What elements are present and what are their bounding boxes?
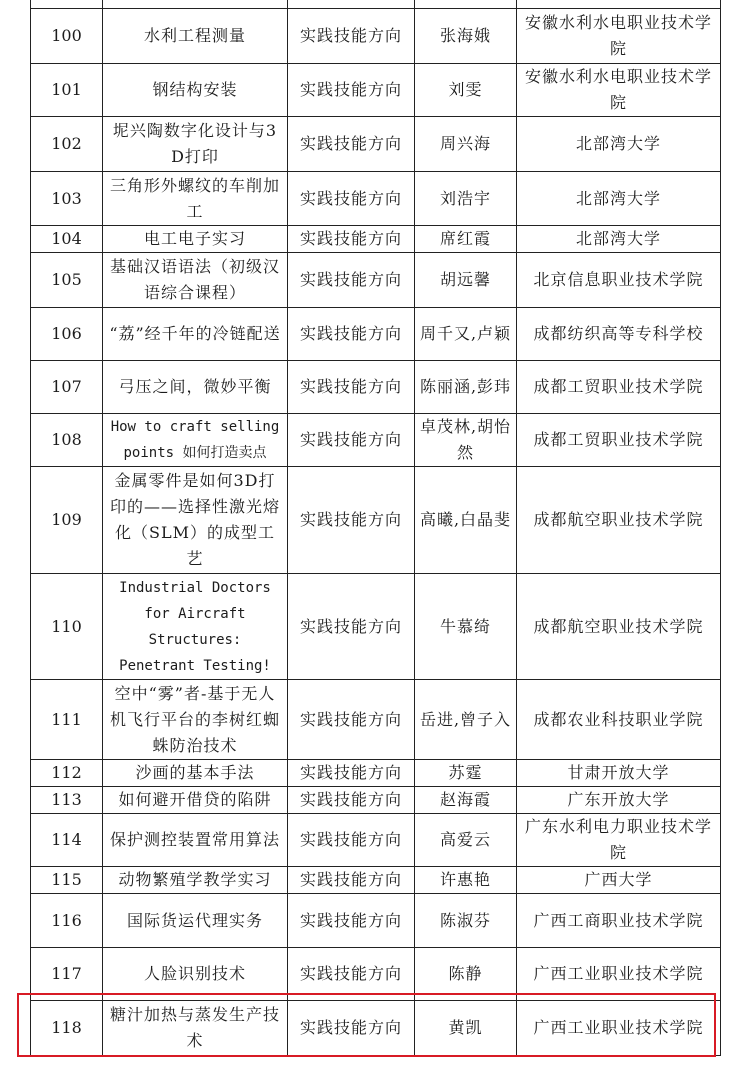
course-name: 坭兴陶数字化设计与3D打印 <box>103 117 288 172</box>
course-name: 钢结构安装 <box>103 64 288 117</box>
row-number: 104 <box>31 226 103 253</box>
course-name: 电工电子实习 <box>103 226 288 253</box>
author: 高爱云 <box>415 814 517 867</box>
course-name: 如何避开借贷的陷阱 <box>103 787 288 814</box>
course-name: 动物繁殖学教学实习 <box>103 867 288 894</box>
direction: 实践技能方向 <box>288 814 415 867</box>
course-name: 保护测控装置常用算法 <box>103 814 288 867</box>
table-row <box>31 64 721 117</box>
author: 陈淑芬 <box>415 894 517 948</box>
school: 广西工商职业技术学院 <box>517 894 721 948</box>
course-name: “荔”经千年的冷链配送 <box>103 308 288 361</box>
row-number: 100 <box>31 9 103 64</box>
school: 成都工贸职业技术学院 <box>517 361 721 414</box>
author <box>415 0 517 9</box>
course-name: Industrial Doctors for Aircraft Structures: Penetrant Testing! <box>103 574 288 680</box>
direction: 实践技能方向 <box>288 760 415 787</box>
direction: 实践技能方向 <box>288 414 415 467</box>
row-number: 110 <box>31 574 103 680</box>
direction: 实践技能方向 <box>288 117 415 172</box>
table-row <box>31 760 721 787</box>
author: 牛慕绮 <box>415 574 517 680</box>
row-number: 105 <box>31 253 103 308</box>
row-number <box>31 0 103 9</box>
author: 许惠艳 <box>415 867 517 894</box>
school: 北部湾大学 <box>517 172 721 226</box>
course-name: 基础汉语语法（初级汉语综合课程） <box>103 253 288 308</box>
course-name: 水利工程测量 <box>103 9 288 64</box>
direction: 实践技能方向 <box>288 467 415 574</box>
course-name: 三角形外螺纹的车削加工 <box>103 172 288 226</box>
row-number: 101 <box>31 64 103 117</box>
author: 刘浩宇 <box>415 172 517 226</box>
author: 张海娥 <box>415 9 517 64</box>
direction: 实践技能方向 <box>288 226 415 253</box>
author: 卓茂林,胡怡然 <box>415 414 517 467</box>
school: 广东开放大学 <box>517 787 721 814</box>
course-name: 国际货运代理实务 <box>103 894 288 948</box>
row-number: 109 <box>31 467 103 574</box>
direction: 实践技能方向 <box>288 787 415 814</box>
table-row <box>31 117 721 172</box>
course-name: 糖汁加热与蒸发生产技术 <box>103 1001 288 1056</box>
school: 成都纺织高等专科学校 <box>517 308 721 361</box>
course-name: 沙画的基本手法 <box>103 760 288 787</box>
row-number: 117 <box>31 948 103 1001</box>
table-row <box>31 467 721 574</box>
table-row <box>31 361 721 414</box>
row-number: 106 <box>31 308 103 361</box>
table-row <box>31 948 721 1001</box>
school: 成都航空职业技术学院 <box>517 574 721 680</box>
author: 刘雯 <box>415 64 517 117</box>
school: 成都航空职业技术学院 <box>517 467 721 574</box>
direction: 实践技能方向 <box>288 253 415 308</box>
table-row <box>31 680 721 760</box>
table-row <box>31 574 721 680</box>
school: 广西工业职业技术学院 <box>517 948 721 1001</box>
row-number: 118 <box>31 1001 103 1056</box>
author: 胡远馨 <box>415 253 517 308</box>
school <box>517 0 721 9</box>
school: 广西大学 <box>517 867 721 894</box>
author: 席红霞 <box>415 226 517 253</box>
direction: 实践技能方向 <box>288 948 415 1001</box>
table-row <box>31 308 721 361</box>
table-row <box>31 867 721 894</box>
table-row <box>31 253 721 308</box>
author: 苏霆 <box>415 760 517 787</box>
course-list-table <box>30 0 721 1056</box>
school: 北京信息职业技术学院 <box>517 253 721 308</box>
row-number: 113 <box>31 787 103 814</box>
course-name: How to craft selling points 如何打造卖点 <box>103 414 288 467</box>
school: 北部湾大学 <box>517 117 721 172</box>
school: 安徽水利水电职业技术学院 <box>517 9 721 64</box>
author: 黄凯 <box>415 1001 517 1056</box>
direction: 实践技能方向 <box>288 1001 415 1056</box>
school: 成都工贸职业技术学院 <box>517 414 721 467</box>
course-name <box>103 0 288 9</box>
row-number: 116 <box>31 894 103 948</box>
direction: 实践技能方向 <box>288 308 415 361</box>
author: 陈丽涵,彭玮 <box>415 361 517 414</box>
school: 甘肃开放大学 <box>517 760 721 787</box>
school: 安徽水利水电职业技术学院 <box>517 64 721 117</box>
direction <box>288 0 415 9</box>
table-row <box>31 0 721 9</box>
author: 周兴海 <box>415 117 517 172</box>
direction: 实践技能方向 <box>288 894 415 948</box>
table-row <box>31 226 721 253</box>
row-number: 111 <box>31 680 103 760</box>
row-number: 114 <box>31 814 103 867</box>
author: 周千又,卢颖 <box>415 308 517 361</box>
row-number: 102 <box>31 117 103 172</box>
author: 陈静 <box>415 948 517 1001</box>
direction: 实践技能方向 <box>288 574 415 680</box>
author: 高曦,白晶斐 <box>415 467 517 574</box>
course-name: 金属零件是如何3D打印的——选择性激光熔化（SLM）的成型工艺 <box>103 467 288 574</box>
course-name: 空中“雾”者-基于无人机飞行平台的李树红蜘蛛防治技术 <box>103 680 288 760</box>
table-row-highlighted <box>31 1001 721 1056</box>
course-name: 弓压之间，微妙平衡 <box>103 361 288 414</box>
table-row <box>31 814 721 867</box>
school: 广西工业职业技术学院 <box>517 1001 721 1056</box>
school: 北部湾大学 <box>517 226 721 253</box>
row-number: 108 <box>31 414 103 467</box>
course-name: 人脸识别技术 <box>103 948 288 1001</box>
table-row <box>31 787 721 814</box>
table-row <box>31 9 721 64</box>
author: 赵海霞 <box>415 787 517 814</box>
school: 成都农业科技职业学院 <box>517 680 721 760</box>
row-number: 103 <box>31 172 103 226</box>
direction: 实践技能方向 <box>288 680 415 760</box>
school: 广东水利电力职业技术学院 <box>517 814 721 867</box>
direction: 实践技能方向 <box>288 172 415 226</box>
direction: 实践技能方向 <box>288 9 415 64</box>
direction: 实践技能方向 <box>288 64 415 117</box>
table-row <box>31 894 721 948</box>
row-number: 107 <box>31 361 103 414</box>
direction: 实践技能方向 <box>288 867 415 894</box>
direction: 实践技能方向 <box>288 361 415 414</box>
row-number: 112 <box>31 760 103 787</box>
table-row <box>31 172 721 226</box>
table-row <box>31 414 721 467</box>
row-number: 115 <box>31 867 103 894</box>
author: 岳进,曾子入 <box>415 680 517 760</box>
